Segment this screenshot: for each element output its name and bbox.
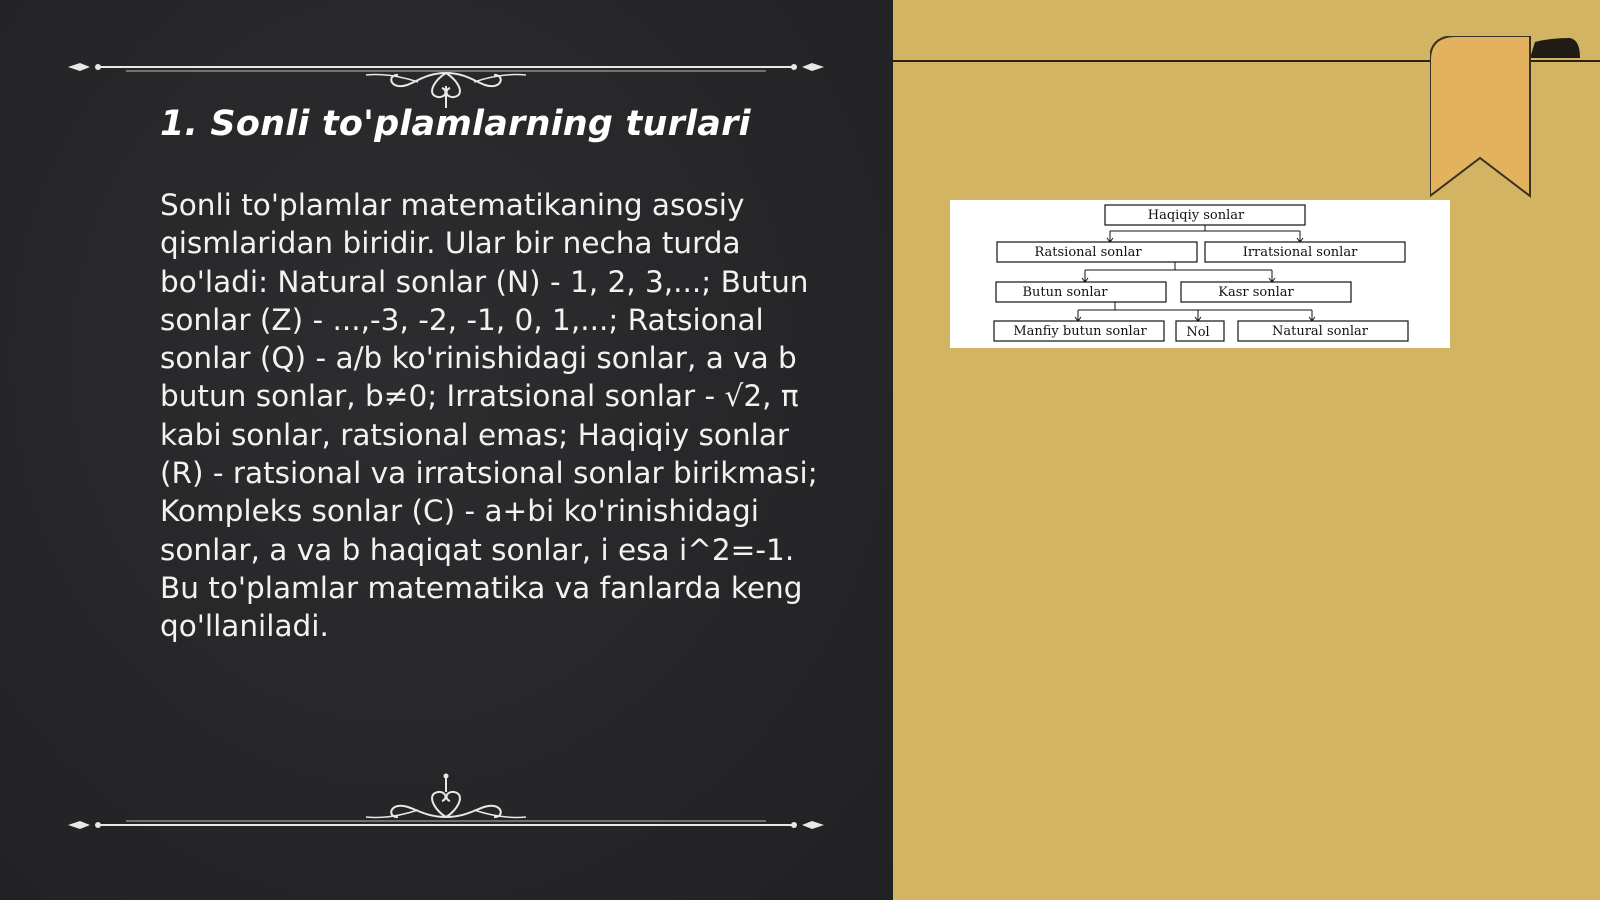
top-ornament-divider [66, 40, 826, 110]
diagram-label-manfiy: Manfiy butun sonlar [1013, 324, 1147, 339]
diagram-label-root: Haqiqiy sonlar [1147, 208, 1245, 223]
bookmark-ribbon-icon [1430, 36, 1590, 201]
diagram-label-ratsional: Ratsional sonlar [1034, 245, 1142, 260]
diagram-label-irratsional: Irratsional sonlar [1242, 245, 1358, 260]
number-sets-diagram [950, 200, 1450, 348]
diagram-label-butun: Butun sonlar [1022, 285, 1108, 300]
bottom-ornament-divider [66, 772, 826, 842]
slide-body-text: Sonli to'plamlar matematikaning asosiy qismlaridan biridir. Ular bir necha turda bo'ladi: Natural sonlar (N) - 1, 2, 3,...; Butun sonlar (Z) - ...,-3, -2, -1, 0, 1,...; Ratsional sonlar (Q) - a/b ko'rinishidagi sonlar, a va b butun sonlar, b≠0; Irratsional sonlar - √2, π kabi sonlar, ratsional emas; Haqiqiy sonlar (R) - ratsional va irratsional sonlar birikmasi; Kompleks sonlar (C) - a+bi ko'rinishidagi sonlar, a va b haqiqat sonlar, i esa i^2=-1. Bu to'plamlar matematika va fanlarda keng qo'llaniladi. [160, 188, 818, 644]
diagram-label-natural: Natural sonlar [1272, 324, 1368, 339]
diagram-label-kasr: Kasr sonlar [1218, 285, 1294, 300]
diagram-label-nol: Nol [1186, 325, 1210, 340]
slide-title: 1. Sonli to'plamlarning turlari [160, 104, 751, 144]
